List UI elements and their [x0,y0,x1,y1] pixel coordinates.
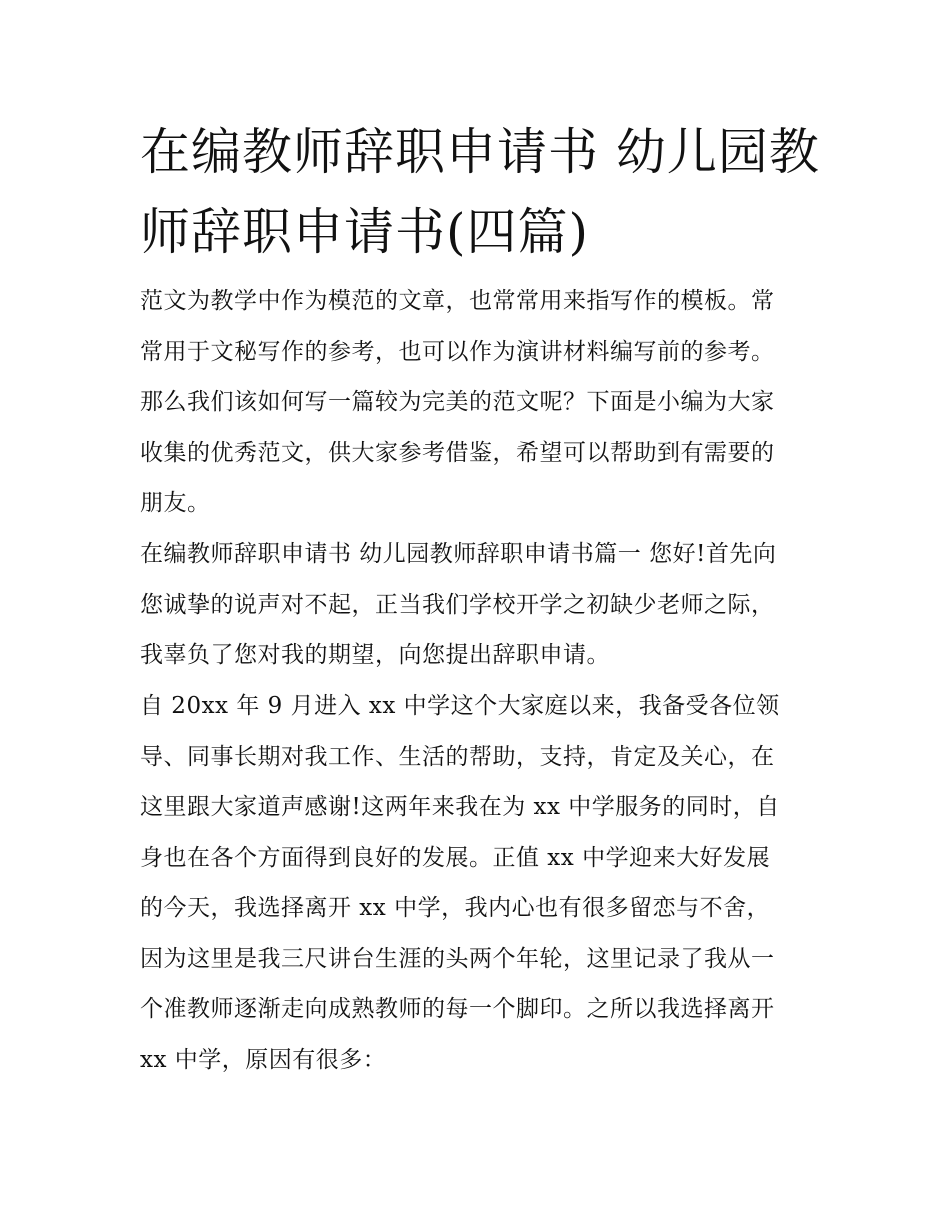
text-line: 的今天，我选择离开 xx 中学，我内心也有很多留恋与不舍， [140,895,771,921]
text-line: 因为这里是我三尺讲台生涯的头两个年轮，这里记录了我从一 [140,945,775,972]
title-line: 师辞职申请书(四篇) [140,203,590,261]
text-line: 我辜负了您对我的期望，向您提出辞职申请。 [140,642,610,668]
text-line: 在编教师辞职申请书 幼儿园教师辞职申请书篇一 您好!首先向 [140,541,777,567]
title-line: 在编教师辞职申请书 幼儿园教 [140,123,820,181]
text-line: 收集的优秀范文，供大家参考借鉴，希望可以帮助到有需要的 [140,439,775,466]
text-line: 朋友。 [140,490,211,516]
text-line: 这里跟大家道声感谢!这两年来我在为 xx 中学服务的同时，自 [140,794,780,820]
letter-opening-paragraph [140,529,820,681]
intro-paragraph [140,276,820,529]
text-line: 身也在各个方面得到良好的发展。正值 xx 中学迎来大好发展 [140,844,771,871]
text-line: 个准教师逐渐走向成熟教师的每一个脚印。之所以我选择离开 [140,996,775,1022]
text-line: xx 中学，原因有很多： [140,1046,387,1073]
text-line: 您诚挚的说声对不起，正当我们学校开学之初缺少老师之际， [140,591,775,618]
document-title [140,112,830,272]
text-line: 导、同事长期对我工作、生活的帮助，支持，肯定及关心，在 [140,743,775,770]
letter-body-paragraph [140,681,820,1085]
text-line: 常用于文秘写作的参考，也可以作为演讲材料编写前的参考。 [140,338,775,365]
text-line: 自 20xx 年 9 月进入 xx 中学这个大家庭以来，我备受各位领 [140,693,780,719]
text-line: 范文为教学中作为模范的文章，也常常用来指写作的模板。常 [140,288,775,314]
text-line: 那么我们该如何写一篇较为完美的范文呢？下面是小编为大家 [140,389,775,415]
